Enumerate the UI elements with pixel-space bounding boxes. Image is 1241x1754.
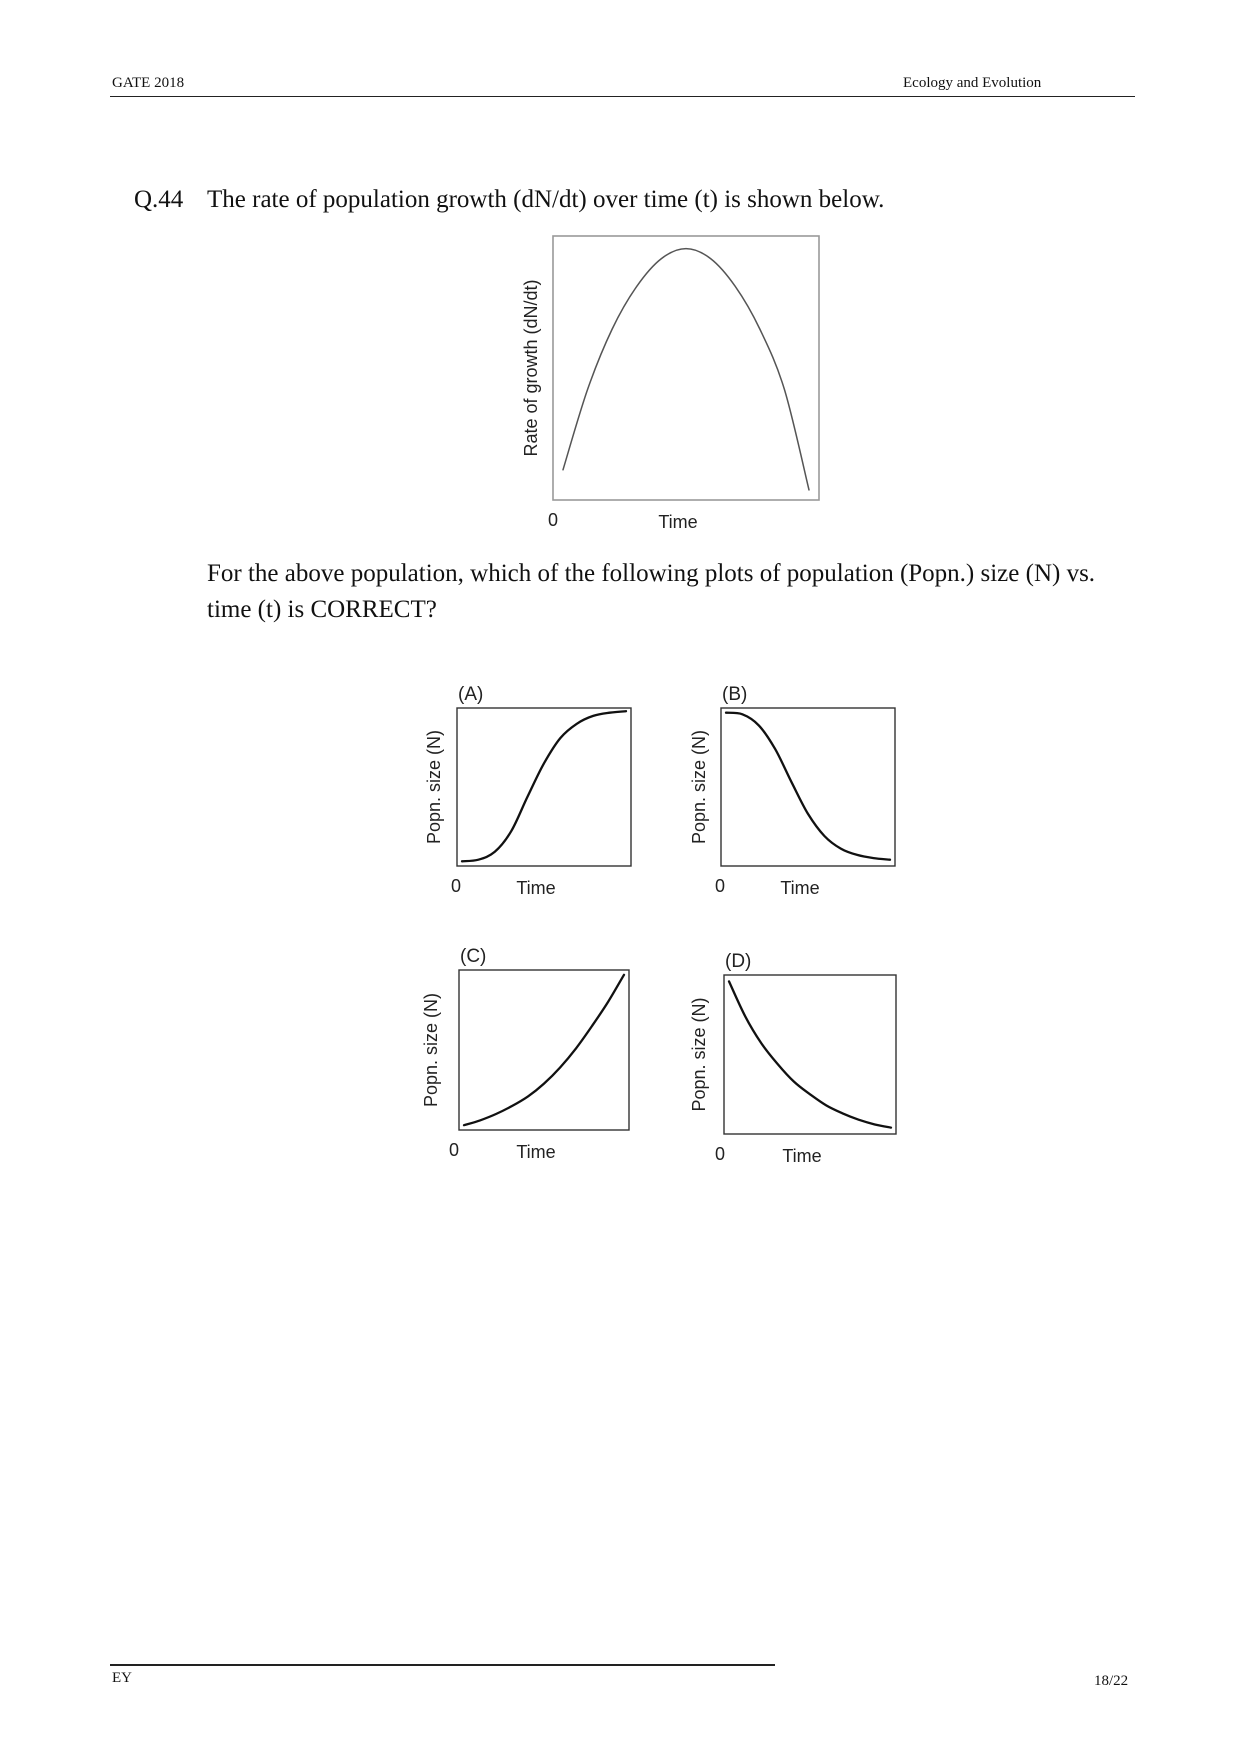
chart-b	[689, 684, 895, 898]
chart-a	[424, 684, 631, 898]
chart-d-origin-label: 0	[715, 1144, 726, 1164]
question-stem: The rate of population growth (dN/dt) over time (t) is shown below.	[207, 186, 885, 213]
chart-c-origin-label: 0	[449, 1140, 460, 1160]
chart-d-curve	[729, 981, 891, 1127]
chart-c-frame	[459, 970, 629, 1130]
header-exam-name: GATE 2018	[112, 75, 185, 91]
chart-d-xlabel: Time	[782, 1146, 822, 1166]
chart-c-title: (C)	[460, 946, 487, 967]
chart-main	[521, 236, 819, 532]
footer-rule	[110, 1664, 775, 1666]
chart-main-ylabel: Rate of growth (dN/dt)	[521, 279, 541, 457]
chart-main-frame	[553, 236, 819, 500]
chart-a-xlabel: Time	[516, 878, 556, 898]
chart-b-origin-label: 0	[715, 876, 726, 896]
chart-main-origin-label: 0	[548, 510, 559, 530]
chart-a-curve	[462, 711, 626, 861]
chart-d	[689, 951, 896, 1166]
chart-c-curve	[464, 975, 624, 1125]
chart-b-xlabel: Time	[780, 878, 820, 898]
chart-a-origin-label: 0	[451, 876, 462, 896]
chart-c-ylabel: Popn. size (N)	[421, 992, 441, 1108]
question-follow-up: For the above population, which of the following plots of population (Popn.) size (N) vs. time (t) is CORRECT?	[207, 560, 1096, 623]
footer-paper-code: EY	[112, 1670, 132, 1686]
chart-d-frame	[724, 975, 896, 1134]
chart-a-frame	[457, 708, 631, 866]
chart-main-xlabel: Time	[658, 512, 698, 532]
chart-c-xlabel: Time	[516, 1142, 556, 1162]
question-number: Q.44	[134, 186, 184, 213]
chart-d-ylabel: Popn. size (N)	[689, 997, 709, 1112]
chart-c	[421, 946, 629, 1162]
chart-b-curve	[726, 713, 890, 860]
footer-page-number: 18/22	[1094, 1673, 1129, 1689]
chart-b-frame	[721, 708, 895, 866]
header-subject: Ecology and Evolution	[903, 75, 1042, 91]
chart-a-ylabel: Popn. size (N)	[424, 729, 444, 845]
chart-main-curve	[563, 249, 809, 490]
chart-b-title: (B)	[722, 684, 748, 705]
chart-b-ylabel: Popn. size (N)	[689, 729, 709, 845]
chart-a-title: (A)	[458, 684, 484, 705]
chart-d-title: (D)	[725, 951, 752, 972]
